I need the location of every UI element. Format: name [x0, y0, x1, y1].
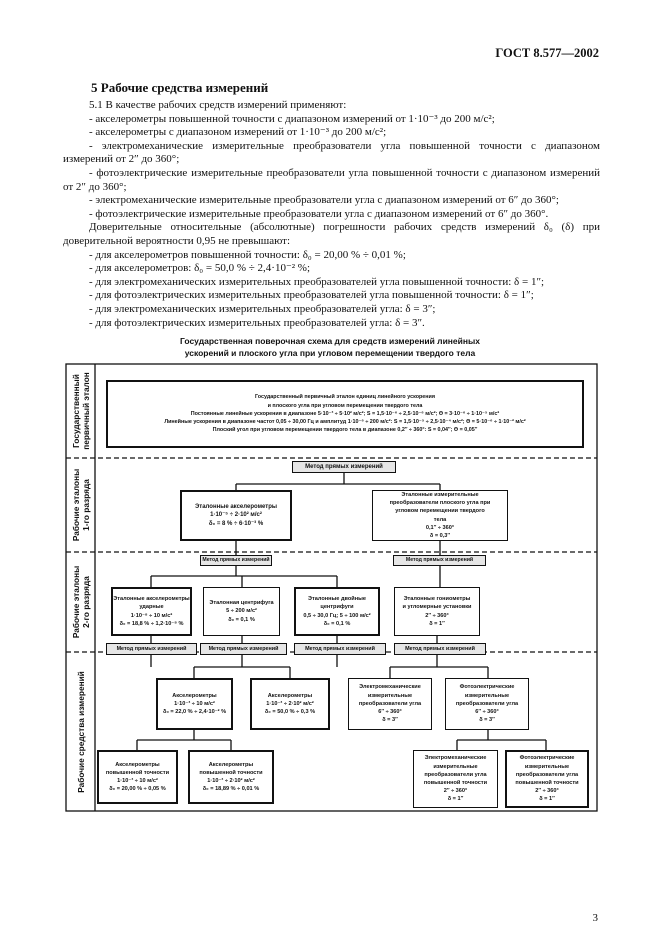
side-label-line: Рабочие эталоны [71, 468, 81, 542]
side-label-line: Рабочие средства измерений [76, 671, 86, 793]
method-box [106, 643, 197, 655]
box-text-line: угловом перемещении твердого [395, 508, 485, 515]
box-text-line: δ₀ = 0,1 % [323, 620, 351, 627]
method-box [200, 643, 287, 655]
rank1-angle-converters-box [372, 490, 508, 541]
body-paragraph: - электромеханические измерительные преобразователи угла с диапазоном измерений от 6″ до 360°; [89, 194, 559, 207]
box-text-line: 2″ ÷ 360° [443, 788, 468, 795]
rank2-centrifuge-box [203, 587, 280, 636]
box-text-line: Эталонные измерительные [401, 491, 479, 498]
box-text-line: 6″ ÷ 360° [475, 709, 499, 716]
method-box [292, 461, 396, 473]
box-text-line: Акселерометры [267, 692, 313, 699]
box-text-line: Постоянные линейные ускорения в диапазоне 5·10⁻³ ÷ 5·10² м/с²; S = 1,5·10⁻⁶ ÷ 2,5·10⁻⁶ м/с²; Θ = 3·10⁻⁶ ÷ 1·10⁻⁵ м/с² [190, 410, 500, 417]
box-text-line: Эталонные гониометры [403, 596, 471, 603]
box-text-line: 2″ ÷ 360° [425, 612, 449, 619]
rank2-goniometers-box [394, 587, 480, 636]
rank1-accelerometers-box [180, 490, 292, 541]
box-text-line: δ₀ = 18,8 % ÷ 1,2·10⁻⁸ % [119, 620, 184, 627]
body-paragraph: - акселерометры с диапазоном измерений от 1·10⁻³ до 200 м/с²; [89, 126, 387, 139]
box-text-line: преобразователи угла [515, 771, 579, 778]
body-paragraph: - для электромеханических измерительных преобразователей угла: δ = 3″; [89, 302, 436, 315]
scheme-title-line-1: Государственная поверочная схема для средств измерений линейных [179, 336, 481, 346]
rank2-double-centrifuge-box [294, 587, 380, 636]
high-precision-photoelectric-converters-box [505, 750, 589, 808]
body-paragraph: Доверительные относительные (абсолютные) погрешности рабочих средств измерений δ₀ (δ) при доверительной вероятности 0,95 не превышают: [63, 221, 600, 247]
box-text-line: центрифуги [320, 604, 354, 611]
box-text-line: повышенной точности [105, 769, 170, 776]
box-text-line: Акселерометры [208, 761, 254, 768]
box-text-line: δ₀ = 8 % ÷ 6·10⁻³ % [208, 520, 264, 527]
side-label-line: Рабочие эталоны [71, 565, 81, 639]
box-text-line: повышенной точности [423, 780, 488, 786]
box-text-line: 5 ÷ 200 м/с² [226, 608, 257, 615]
side-label-line: 2-го разряда [81, 576, 91, 628]
box-text-line: 1·10⁻³ ÷ 2·10² м/с² [207, 778, 255, 784]
body-paragraph: - для акселерометров повышенной точности: δ₀ = 20,00 % ÷ 0,01 %; [89, 248, 406, 261]
side-label-working [76, 671, 86, 793]
box-text-line: Фотоэлектрические [519, 755, 575, 762]
box-text-line: δ₀ = 0,1 % [228, 616, 255, 623]
side-label-rank1 [71, 469, 91, 541]
box-text-line: δ₀ = 18,89 % ÷ 0,01 % [202, 786, 260, 793]
method-box [294, 643, 386, 655]
box-text-line: и плоского угла при угловом перемещении твердого тела [267, 402, 423, 409]
side-label-line: Государственный [71, 374, 81, 448]
method-box [200, 555, 272, 566]
box-text-line: 6″ ÷ 360° [378, 709, 402, 716]
body-paragraph: - фотоэлектрические измерительные преобразователи угла повышенной точности с диапазоном измерений от 2″ до 360°; [63, 166, 600, 193]
box-text-line: 0,1″ ÷ 360° [425, 524, 455, 531]
side-label-rank2 [71, 566, 91, 638]
box-text-line: преобразователи угла [424, 771, 487, 778]
box-text-line: 1·10⁻⁸ ÷ 10 м/с² [130, 612, 173, 619]
box-text-line: δ₀ = 22,0 % ÷ 2,4·10⁻² % [162, 709, 227, 716]
document-header: ГОСТ 8.577—2002 [495, 46, 599, 60]
box-text-line: тела [433, 516, 447, 523]
box-text-line: Эталонные акселерометры [113, 596, 190, 603]
box-text-line: повышенной точности [515, 780, 579, 786]
box-text-line: Эталонная центрифуга [209, 600, 274, 607]
side-label-line: 1-го разряда [81, 479, 91, 531]
accelerometers-box [156, 678, 233, 730]
box-text-line: Линейные ускорения в диапазоне частот 0,05 ÷ 30,00 Гц и амплитуд 1·10⁻⁶ ÷ 200 м/с²: S = 1,5·10⁻⁵ ÷ 2,5·10⁻⁴ м/с²; Θ = 5·10⁻⁶ ÷ 1·10⁻² м/с² [164, 419, 526, 426]
box-text-line: Метод прямых измерений [405, 645, 475, 652]
box-text-line: Эталонные двойные [308, 596, 366, 603]
body-paragraph: - электромеханические измерительные преобразователи угла повышенной точности с диапазоном измерений от 2″ до 360°; [63, 139, 600, 166]
box-text-line: преобразователи угла [455, 700, 519, 707]
box-text-line: Метод прямых измерений [208, 645, 279, 652]
box-text-line: 0,5 ÷ 30,0 Гц; 5 ÷ 100 м/с² [303, 612, 371, 619]
high-precision-accelerometers-box [97, 750, 178, 804]
high-precision-electromechanical-converters-box [413, 750, 498, 808]
box-text-line: δ = 1″ [539, 796, 555, 803]
high-precision-accelerometers-box [188, 750, 274, 804]
box-text-line: повышенной точности [199, 769, 263, 776]
body-paragraph: - для фотоэлектрических измерительных преобразователей угла повышенной точности: δ = 1″; [89, 289, 534, 302]
box-text-line: Фотоэлектрические [459, 684, 515, 691]
box-text-line: Плоский угол при угловом перемещении твердого тела в диапазоне 0,2″ ÷ 360°: S = 0,04″; Θ = 0,05″ [212, 427, 478, 434]
rank2-shock-accelerometers-box [111, 587, 192, 636]
box-text-line: измерительные [367, 692, 413, 699]
scheme-title-line-2: ускорений и плоского угла при угловом перемещении твердого тела [184, 348, 476, 358]
state-primary-standard-box [106, 380, 584, 448]
box-text-line: δ = 3″ [479, 717, 495, 724]
body-paragraph: - акселерометры повышенной точности с диапазоном измерений от 1·10⁻³ до 200 м/с²; [89, 112, 495, 125]
box-text-line: δ₀ = 20,00 % ÷ 0,05 % [109, 786, 166, 793]
box-text-line: 1·10⁻³ ÷ 2·10² м/с² [266, 700, 314, 707]
body-paragraph: - для акселерометров: δ₀ = 50,0 % ÷ 2,4·10⁻² %; [89, 262, 311, 275]
box-text-line: Метод прямых измерений [405, 557, 474, 563]
box-text-line: δ = 0,3″ [429, 532, 451, 539]
box-text-line: ударные [139, 604, 164, 611]
section-title: 5 Рабочие средства измерений [91, 80, 269, 95]
box-text-line: Метод прямых измерений [202, 557, 270, 563]
box-text-line: δ = 3″ [382, 717, 398, 724]
box-text-line: Электромеханические [359, 684, 421, 691]
body-paragraph: - для фотоэлектрических измерительных преобразователей угла: δ = 3″. [89, 316, 425, 329]
box-text-line: Акселерометры [172, 692, 217, 699]
box-text-line: δ₀ = 50,0 % ÷ 0,3 % [264, 709, 316, 716]
page-number: 3 [592, 912, 598, 924]
box-text-line: измерительные [524, 763, 570, 770]
side-label-line: первичный эталон [81, 372, 91, 450]
accelerometers-box [250, 678, 330, 730]
side-label-state [71, 372, 91, 450]
box-text-line: преобразователи угла [358, 700, 422, 707]
box-text-line: измерительные [433, 763, 478, 770]
box-text-line: δ = 1″ [447, 796, 464, 803]
method-box [393, 555, 486, 566]
box-text-line: и угломерные установки [402, 604, 472, 611]
box-text-line: преобразователи плоского угла при [389, 500, 491, 507]
method-box [394, 643, 486, 655]
box-text-line: Электромеханические [424, 755, 487, 762]
electromechanical-converters-box [348, 678, 432, 730]
body-paragraph: - для электромеханических измерительных преобразователей угла повышенной точности: δ = 1″; [89, 275, 545, 288]
box-text-line: измерительные [464, 692, 510, 699]
box-text-line: 1·10⁻⁵ ÷ 2·10² м/с² [210, 512, 262, 519]
box-text-line: 1·10⁻³ ÷ 10 м/с² [117, 778, 158, 784]
box-text-line: δ = 1″ [429, 620, 445, 627]
box-text-line: Эталонные акселерометры [195, 504, 277, 511]
photoelectric-converters-box [445, 678, 529, 730]
body-paragraph: 5.1 В качестве рабочих средств измерений применяют: [89, 99, 347, 111]
box-text-line: 2″ ÷ 360° [535, 788, 559, 795]
box-text-line: Метод прямых измерений [116, 645, 187, 652]
body-paragraph: - фотоэлектрические измерительные преобразователи угла с диапазоном измерений от 6″ до 360°. [89, 207, 549, 220]
box-text-line: Метод прямых измерений [305, 463, 383, 470]
box-text-line: Государственный первичный эталон единиц линейного ускорения [254, 394, 436, 401]
box-text-line: Метод прямых измерений [305, 645, 375, 652]
box-text-line: Акселерометры [115, 761, 160, 768]
box-text-line: 1·10⁻³ ÷ 10 м/с² [174, 700, 215, 707]
